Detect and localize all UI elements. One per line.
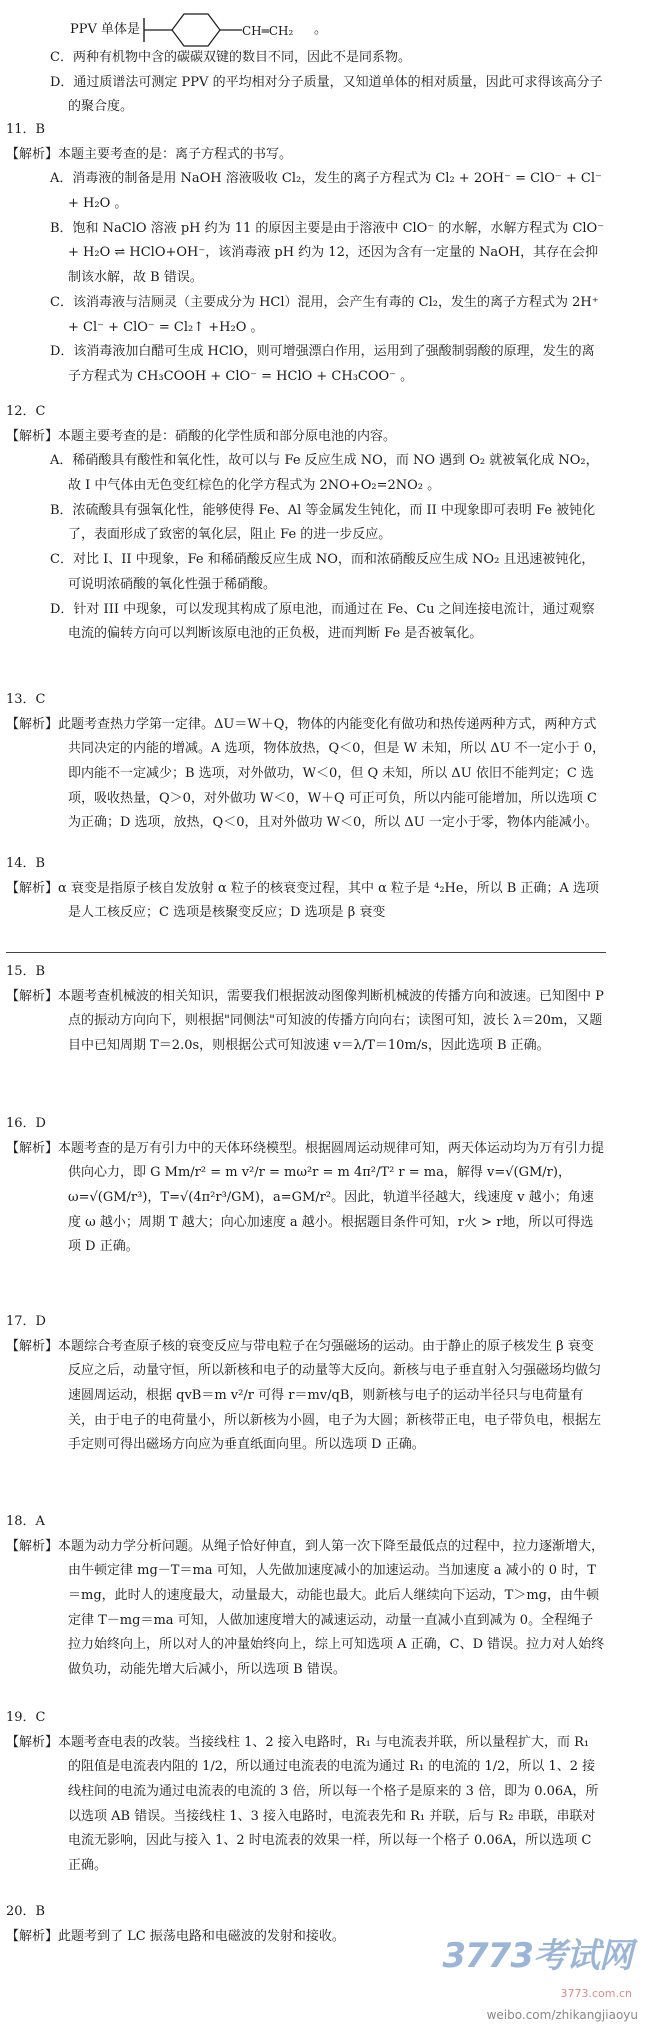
- question-19-analysis: 【解析】本题考查电表的改装。当接线柱 1、2 接入电路时，R₁ 与电流表并联，所以量程扩大，而 R₁ 的阻值是电流表内阻的 1/2，所以通过电流表的电流为通过 R₁ 的电流的 1/2，所以 1、2 接线柱间的电流为通过电流表的电流的 3 倍，所以每一个格子是原来的 3 倍，即为 0.06A，所以选项 AB 错误。当接线柱 1、3 接入电路时，电流表先和 R₁ 并联，后与 R₂ 串联，串联对电流无影响，因此与接入 1、2 时电流表的效果一样，所以每一个格子 0.06A，所以选项 C 正确。: [6, 1734, 599, 1874]
- question-11-item-a: A．消毒液的制备是用 NaOH 溶液吸收 Cl₂，发生的离子方程式为 Cl₂ + 2OH⁻ = ClO⁻ + Cl⁻ + H₂O 。: [50, 171, 602, 212]
- question-11: [6, 118, 606, 390]
- question-14-analysis: 【解析】α 衰变是指原子核自发放射 α 粒子的核衰变过程，其中 α 粒子是 ⁴₂He，所以 B 正确；A 选项是人工核反应；C 选项是核聚变反应；D 选项是 β 衰变: [6, 880, 599, 921]
- ppv-suffix: 。: [314, 21, 328, 37]
- option-c: C．两种有机物中含的碳碳双键的数目不同，因此不是同系物。: [50, 50, 411, 65]
- question-17: [6, 1310, 606, 1458]
- question-12-answer: 12．C: [6, 404, 46, 419]
- question-16-analysis: 【解析】本题考查的是万有引力中的天体环绕模型。根据圆周运动规律可知，两天体运动均为万有引力提供向心力，即 G Mm/r² = m v²/r = mω²r = m 4π²/T² r = ma，解得 v=√(GM/r)，ω=√(GM/r³)，T=√(4π²r³/GM)，a=GM/r²。因此，轨道半径越大，线速度 v 越小；角速度 ω 越小；周期 T 越大；向心加速度 a 越小。根据题目条件可知，r火 > r地，所以可得选项 D 正确。: [6, 1140, 605, 1255]
- question-16: [6, 1112, 606, 1260]
- watermark-logo: 3773考试网: [442, 1935, 632, 1976]
- ppv-monomer-line: [70, 12, 327, 48]
- question-12-analysis: 【解析】本题主要考查的是：硝酸的化学性质和部分原电池的内容。: [6, 428, 397, 444]
- question-13-answer: 13．C: [6, 692, 46, 707]
- question-20-answer: 20．B: [6, 1904, 46, 1919]
- question-17-answer: 17．D: [6, 1314, 46, 1329]
- question-14: [6, 852, 606, 926]
- question-15-answer: 15．B: [6, 964, 46, 979]
- question-11-answer: 11．B: [6, 122, 46, 137]
- question-17-analysis: 【解析】本题综合考查原子核的衰变反应与带电粒子在匀强磁场的运动。由于静止的原子核发生 β 衰变反应之后，动量守恒，所以新核和电子的动量等大反向。新核与电子垂直射入匀强磁场均做匀速圆周运动，根据 qvB＝m v²/r 可得 r＝mv/qB，则新核与电子的运动半径只与电荷量有关，由于电子的电荷量小，所以新核为小圆，电子为大圆；新核带正电，电子带负电，根据左手定则可得出磁场方向应为垂直纸面向里。所以选项 D 正确。: [6, 1338, 602, 1453]
- question-15: [6, 960, 606, 1059]
- section-divider: [6, 952, 606, 953]
- question-11-item-b: B．饱和 NaClO 溶液 pH 约为 11 的原因主要是由于溶液中 ClO⁻ 的水解，水解方程式为 ClO⁻ + H₂O ⇌ HClO+OH⁻，该消毒液 pH 约为 12，还因为含有一定量的 NaOH，其存在会抑制该水解，故 B 错误。: [50, 220, 605, 286]
- question-16-answer: 16．D: [6, 1116, 46, 1131]
- question-14-answer: 14．B: [6, 856, 46, 871]
- question-12: [6, 400, 606, 647]
- question-18-answer: 18．A: [6, 1514, 45, 1529]
- question-12-item-a: A．稀硝酸具有酸性和氧化性，故可以与 Fe 反应生成 NO，而 NO 遇到 O₂ 就被氧化成 NO₂，故 I 中气体由无色变红棕色的化学方程式为 2NO+O₂=2NO₂ 。: [50, 453, 599, 494]
- svg-text:CH═CH₂: CH═CH₂: [242, 24, 294, 38]
- question-11-analysis: 【解析】本题主要考查的是：离子方程式的书写。: [6, 146, 293, 162]
- question-20-analysis: 【解析】此题考到了 LC 振荡电路和电磁波的发射和接收。: [6, 1928, 345, 1944]
- question-11-item-d: D．该消毒液加白醋可生成 HClO，则可增强漂白作用，运用到了强酸制弱酸的原理，发生的离子方程式为 CH₃COOH + ClO⁻ = HClO + CH₃COO⁻ 。: [50, 344, 595, 384]
- question-18-analysis: 【解析】本题为动力学分析问题。从绳子恰好伸直，到人第一次下降至最低点的过程中，拉力逐渐增大，由牛顿定律 mg－T＝ma 可知，人先做加速度减小的加速运动。当加速度 a 减小的 0 时，T＝mg，此时人的速度最大，动量最大，动能也最大。此后人继续向下运动，T＞mg，由牛顿定律 T－mg＝ma 可知，人做加速度增大的减速运动，动量一直减小直到减为 0。全程绳子拉力始终向上，所以对人的冲量始终向上，综上可知选项 A 正确，C、D 错误。拉力对人始终做负功，动能先增大后减小，所以选项 B 错误。: [6, 1538, 605, 1678]
- question-12-item-c: C．对比 I、II 中现象，Fe 和稀硝酸反应生成 NO，而和浓硝酸反应生成 NO₂ 且迅速被钝化，可说明浓硝酸的氧化性强于稀硝酸。: [50, 552, 595, 592]
- weibo-watermark: weibo.com/zhikangjiaoyu: [486, 2008, 638, 2023]
- question-11-item-c: C．该消毒液与洁厕灵（主要成分为 HCl）混用，会产生有毒的 Cl₂，发生的离子方程式为 2H⁺ + Cl⁻ + ClO⁻ = Cl₂↑ +H₂O 。: [50, 294, 599, 335]
- question-18: [6, 1510, 606, 1683]
- question-19-answer: 19．C: [6, 1710, 46, 1725]
- question-15-analysis: 【解析】本题考查机械波的相关知识，需要我们根据波动图像判断机械波的传播方向和波速。已知图中 P 点的振动方向向下，则根据"同侧法"可知波的传播方向向右；读图可知，波长 λ＝20m，又题目中已知周期 T＝2.0s，则根据公式可知波速 v＝λ/T＝10m/s，因此选项 B 正确。: [6, 988, 604, 1054]
- question-12-item-b: B．浓硫酸具有强氧化性，能够使得 Fe、Al 等金属发生钝化，而 II 中现象即可表明 Fe 被钝化了，表面形成了致密的氧化层，阻止 Fe 的进一步反应。: [50, 502, 596, 543]
- question-13: [6, 688, 606, 836]
- question-19: [6, 1706, 606, 1879]
- option-d: D．通过质谱法可测定 PPV 的平均相对分子质量，又知道单体的相对质量，因此可求得该高分子的聚合度。: [50, 74, 603, 115]
- question-12-item-d: D．针对 III 中现象，可以发现其构成了原电池，而通过在 Fe、Cu 之间连接电流计，通过观察电流的偏转方向可以判断该原电池的正负极，进而判断 Fe 是否被氧化。: [50, 601, 595, 642]
- watermark-url: 3773.com.cn: [560, 1987, 632, 2001]
- question-13-analysis: 【解析】此题考查热力学第一定律。ΔU＝W＋Q，物体的内能变化有做功和热传递两种方式，两种方式共同决定的内能的增减。A 选项，物体放热，Q＜0，但是 W 未知，所以 ΔU 不一定小于 0，即内能不一定减少；B 选项，对外做功，W＜0，但 Q 未知，所以 ΔU 依旧不能判定；C 选项，吸收热量，Q＞0，对外做功 W＜0，W＋Q 可正可负，所以内能可能增加，所以选项 C 为正确；D 选项，放热，Q＜0，且对外做功 W＜0，所以 ΔU 一定小于零，物体内能减小。: [6, 716, 606, 831]
- top-options: [6, 46, 606, 120]
- site-watermark: [442, 1924, 632, 2005]
- ppv-monomer-structure-icon: [142, 12, 312, 48]
- ppv-prefix: PPV 单体是: [70, 21, 141, 37]
